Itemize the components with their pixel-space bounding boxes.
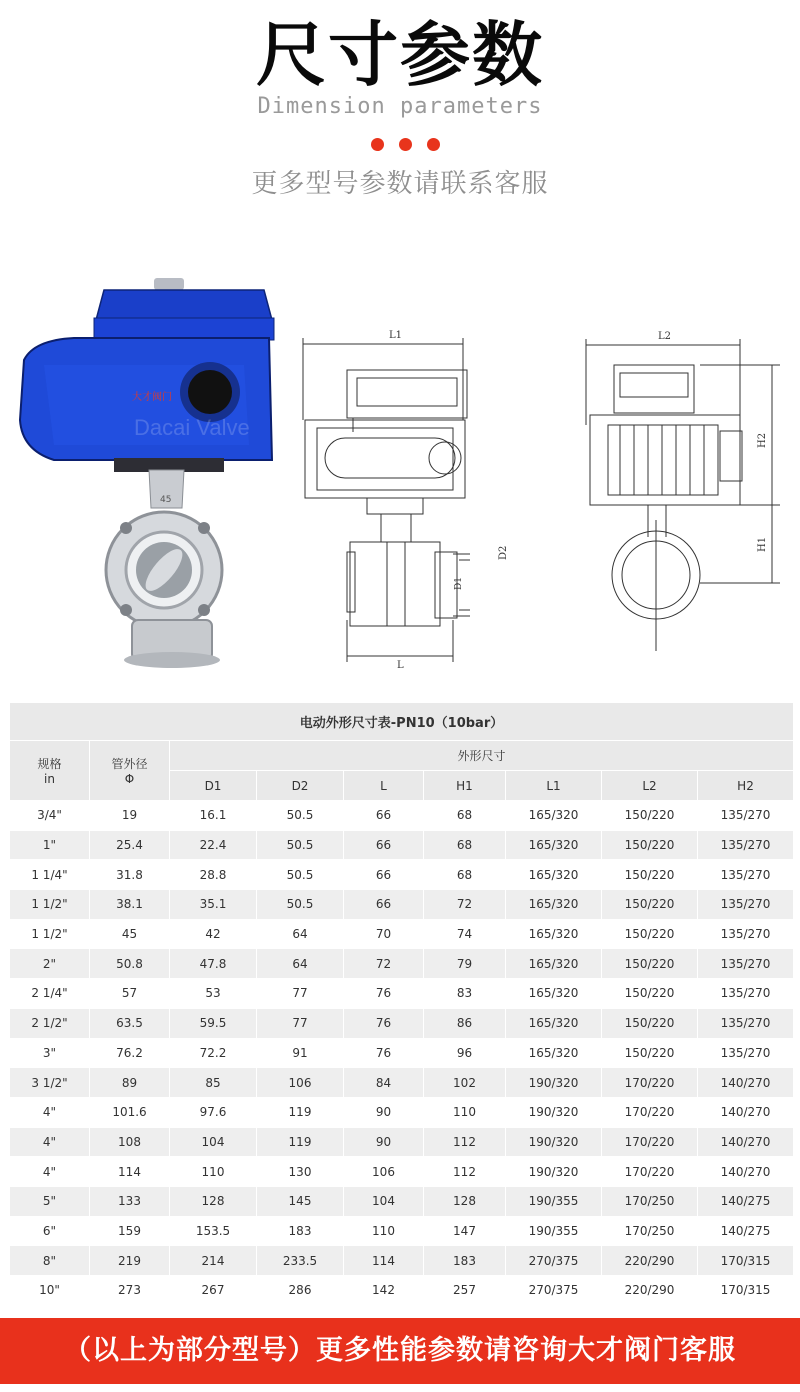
table-cell: 270/375 xyxy=(506,1276,602,1306)
table-row xyxy=(10,979,794,1009)
table-cell: 150/220 xyxy=(602,919,698,949)
header-od-label: 管外径 xyxy=(111,757,148,771)
dim-label-l1: L1 xyxy=(389,330,403,341)
table-cell: 66 xyxy=(344,801,424,831)
table-cell: 2 1/4" xyxy=(10,979,90,1009)
table-row xyxy=(10,830,794,860)
table-cell: 170/250 xyxy=(602,1186,698,1216)
table-row xyxy=(10,1246,794,1276)
table-cell: 96 xyxy=(424,1038,506,1068)
table-cell: 102 xyxy=(424,1068,506,1098)
watermark-text: Dacai Valve xyxy=(134,415,250,440)
valve-product-image xyxy=(14,270,284,670)
header-dim-cell: D1 xyxy=(170,771,257,801)
table-cell: 83 xyxy=(424,979,506,1009)
header-dim-cell: L1 xyxy=(506,771,602,801)
table-cell: 190/320 xyxy=(506,1068,602,1098)
table-row xyxy=(10,919,794,949)
table-cell: 104 xyxy=(170,1127,257,1157)
table-cell: 90 xyxy=(344,1097,424,1127)
table-cell: 4" xyxy=(10,1157,90,1187)
body-marking: 45 xyxy=(160,495,172,505)
table-caption: 电动外形尺寸表-PN10（10bar） xyxy=(10,703,794,741)
table-cell: 50.8 xyxy=(90,949,170,979)
dim-label-h1: H1 xyxy=(757,536,768,552)
dim-label-l: L xyxy=(397,660,404,671)
table-cell: 140/275 xyxy=(698,1186,794,1216)
table-cell: 85 xyxy=(170,1068,257,1098)
table-cell: 165/320 xyxy=(506,1008,602,1038)
table-cell: 72.2 xyxy=(170,1038,257,1068)
table-cell: 104 xyxy=(344,1186,424,1216)
table-cell: 4" xyxy=(10,1127,90,1157)
table-row xyxy=(10,1276,794,1306)
table-cell: 135/270 xyxy=(698,890,794,920)
table-cell: 3" xyxy=(10,1038,90,1068)
table-cell: 16.1 xyxy=(170,801,257,831)
table-row xyxy=(10,1157,794,1187)
table-cell: 133 xyxy=(90,1186,170,1216)
table-cell: 140/270 xyxy=(698,1157,794,1187)
table-cell: 97.6 xyxy=(170,1097,257,1127)
table-cell: 128 xyxy=(170,1186,257,1216)
table-cell: 25.4 xyxy=(90,830,170,860)
table-cell: 190/355 xyxy=(506,1216,602,1246)
table-cell: 183 xyxy=(424,1246,506,1276)
table-cell: 68 xyxy=(424,830,506,860)
table-cell: 6" xyxy=(10,1216,90,1246)
table-cell: 76 xyxy=(344,979,424,1009)
table-cell: 270/375 xyxy=(506,1246,602,1276)
table-cell: 190/320 xyxy=(506,1127,602,1157)
decorative-dots xyxy=(371,138,441,152)
table-cell: 76 xyxy=(344,1038,424,1068)
table-cell: 66 xyxy=(344,860,424,890)
front-view-drawing xyxy=(295,320,470,675)
red-dot-icon xyxy=(371,138,384,151)
table-cell: 170/315 xyxy=(698,1276,794,1306)
header-outer-diameter xyxy=(90,741,170,801)
table-cell: 190/320 xyxy=(506,1157,602,1187)
table-cell: 50.5 xyxy=(257,890,344,920)
table-row xyxy=(10,1068,794,1098)
table-cell: 135/270 xyxy=(698,860,794,890)
header-group-dimensions: 外形尺寸 xyxy=(170,741,794,771)
table-cell: 165/320 xyxy=(506,860,602,890)
dim-label-l2: L2 xyxy=(658,331,672,342)
table-cell: 150/220 xyxy=(602,860,698,890)
table-cell: 70 xyxy=(344,919,424,949)
page-title-english: Dimension parameters xyxy=(257,94,543,119)
table-cell: 142 xyxy=(344,1276,424,1306)
header-spec xyxy=(10,741,90,801)
table-cell: 3/4" xyxy=(10,801,90,831)
table-cell: 135/270 xyxy=(698,1038,794,1068)
table-row xyxy=(10,1216,794,1246)
table-cell: 38.1 xyxy=(90,890,170,920)
table-row xyxy=(10,1038,794,1068)
header-dim-cell: H2 xyxy=(698,771,794,801)
table-cell: 5" xyxy=(10,1186,90,1216)
brand-logo: 大才阀门 xyxy=(132,392,172,403)
table-cell: 4" xyxy=(10,1097,90,1127)
table-cell: 214 xyxy=(170,1246,257,1276)
table-cell: 119 xyxy=(257,1127,344,1157)
table-cell: 257 xyxy=(424,1276,506,1306)
table-cell: 91 xyxy=(257,1038,344,1068)
table-cell: 135/270 xyxy=(698,919,794,949)
table-cell: 28.8 xyxy=(170,860,257,890)
table-cell: 150/220 xyxy=(602,801,698,831)
table-cell: 1 1/2" xyxy=(10,919,90,949)
red-dot-icon xyxy=(427,138,440,151)
table-cell: 135/270 xyxy=(698,830,794,860)
table-cell: 150/220 xyxy=(602,979,698,1009)
table-cell: 165/320 xyxy=(506,830,602,860)
table-cell: 19 xyxy=(90,801,170,831)
table-cell: 74 xyxy=(424,919,506,949)
table-cell: 89 xyxy=(90,1068,170,1098)
table-cell: 150/220 xyxy=(602,830,698,860)
table-cell: 114 xyxy=(344,1246,424,1276)
table-cell: 183 xyxy=(257,1216,344,1246)
table-cell: 267 xyxy=(170,1276,257,1306)
table-cell: 170/220 xyxy=(602,1127,698,1157)
table-cell: 35.1 xyxy=(170,890,257,920)
table-cell: 159 xyxy=(90,1216,170,1246)
table-cell: 64 xyxy=(257,919,344,949)
table-cell: 90 xyxy=(344,1127,424,1157)
table-cell: 165/320 xyxy=(506,919,602,949)
table-cell: 45 xyxy=(90,919,170,949)
table-cell: 50.5 xyxy=(257,830,344,860)
table-cell: 165/320 xyxy=(506,890,602,920)
table-cell: 140/275 xyxy=(698,1216,794,1246)
table-cell: 220/290 xyxy=(602,1246,698,1276)
table-cell: 145 xyxy=(257,1186,344,1216)
dimension-table xyxy=(9,702,793,1306)
table-cell: 1 1/2" xyxy=(10,890,90,920)
table-cell: 170/220 xyxy=(602,1068,698,1098)
table-cell: 63.5 xyxy=(90,1008,170,1038)
table-cell: 150/220 xyxy=(602,949,698,979)
table-cell: 106 xyxy=(344,1157,424,1187)
table-row xyxy=(10,890,794,920)
table-cell: 170/315 xyxy=(698,1246,794,1276)
table-cell: 112 xyxy=(424,1127,506,1157)
table-cell: 110 xyxy=(424,1097,506,1127)
table-cell: 47.8 xyxy=(170,949,257,979)
table-cell: 135/270 xyxy=(698,801,794,831)
table-cell: 2 1/2" xyxy=(10,1008,90,1038)
table-cell: 108 xyxy=(90,1127,170,1157)
table-cell: 165/320 xyxy=(506,979,602,1009)
table-cell: 66 xyxy=(344,890,424,920)
table-cell: 86 xyxy=(424,1008,506,1038)
table-cell: 72 xyxy=(424,890,506,920)
table-cell: 140/270 xyxy=(698,1097,794,1127)
table-cell: 76 xyxy=(344,1008,424,1038)
table-cell: 190/320 xyxy=(506,1097,602,1127)
table-cell: 106 xyxy=(257,1068,344,1098)
table-row xyxy=(10,860,794,890)
table-cell: 165/320 xyxy=(506,949,602,979)
table-cell: 286 xyxy=(257,1276,344,1306)
page-title: 尺寸参数 xyxy=(256,14,544,96)
table-cell: 273 xyxy=(90,1276,170,1306)
dim-label-d1: D1 xyxy=(454,577,464,590)
table-row xyxy=(10,1097,794,1127)
table-cell: 59.5 xyxy=(170,1008,257,1038)
table-cell: 219 xyxy=(90,1246,170,1276)
header-dim-cell: H1 xyxy=(424,771,506,801)
header-dim-cell: D2 xyxy=(257,771,344,801)
table-cell: 150/220 xyxy=(602,1038,698,1068)
table-body xyxy=(10,801,794,1306)
table-cell: 110 xyxy=(170,1157,257,1187)
table-cell: 233.5 xyxy=(257,1246,344,1276)
table-cell: 50.5 xyxy=(257,860,344,890)
table-cell: 57 xyxy=(90,979,170,1009)
table-cell: 135/270 xyxy=(698,949,794,979)
table-cell: 68 xyxy=(424,801,506,831)
table-cell: 170/220 xyxy=(602,1157,698,1187)
header-spec-label: 规格 xyxy=(37,757,62,771)
table-row xyxy=(10,1186,794,1216)
table-cell: 101.6 xyxy=(90,1097,170,1127)
side-view-drawing xyxy=(580,325,790,660)
table-cell: 140/270 xyxy=(698,1068,794,1098)
table-cell: 72 xyxy=(344,949,424,979)
dim-label-h2: H2 xyxy=(757,432,768,448)
table-cell: 220/290 xyxy=(602,1276,698,1306)
table-cell: 77 xyxy=(257,979,344,1009)
table-cell: 130 xyxy=(257,1157,344,1187)
table-cell: 76.2 xyxy=(90,1038,170,1068)
table-row xyxy=(10,949,794,979)
actuator-cap xyxy=(154,278,184,290)
table-cell: 147 xyxy=(424,1216,506,1246)
table-row xyxy=(10,801,794,831)
table-cell: 66 xyxy=(344,830,424,860)
table-cell: 119 xyxy=(257,1097,344,1127)
table-cell: 68 xyxy=(424,860,506,890)
table-cell: 84 xyxy=(344,1068,424,1098)
table-cell: 114 xyxy=(90,1157,170,1187)
table-cell: 64 xyxy=(257,949,344,979)
table-cell: 140/270 xyxy=(698,1127,794,1157)
header-spec-unit: in xyxy=(44,772,55,786)
table-cell: 42 xyxy=(170,919,257,949)
table-cell: 1" xyxy=(10,830,90,860)
table-row xyxy=(10,1127,794,1157)
table-cell: 112 xyxy=(424,1157,506,1187)
table-cell: 170/250 xyxy=(602,1216,698,1246)
table-cell: 8" xyxy=(10,1246,90,1276)
table-cell: 2" xyxy=(10,949,90,979)
header-od-unit: Φ xyxy=(124,772,135,786)
table-cell: 128 xyxy=(424,1186,506,1216)
red-dot-icon xyxy=(399,138,412,151)
table-row xyxy=(10,1008,794,1038)
table-cell: 110 xyxy=(344,1216,424,1246)
table-cell: 135/270 xyxy=(698,1008,794,1038)
table-cell: 50.5 xyxy=(257,801,344,831)
table-cell: 135/270 xyxy=(698,979,794,1009)
table-cell: 150/220 xyxy=(602,890,698,920)
header-dim-cell: L xyxy=(344,771,424,801)
table-cell: 53 xyxy=(170,979,257,1009)
table-cell: 170/220 xyxy=(602,1097,698,1127)
table-cell: 1 1/4" xyxy=(10,860,90,890)
header-dim-cell: L2 xyxy=(602,771,698,801)
footer-banner: （以上为部分型号）更多性能参数请咨询大才阀门客服 xyxy=(0,1318,800,1384)
table-cell: 10" xyxy=(10,1276,90,1306)
table-cell: 79 xyxy=(424,949,506,979)
table-cell: 165/320 xyxy=(506,1038,602,1068)
table-cell: 190/355 xyxy=(506,1186,602,1216)
contact-subtitle: 更多型号参数请联系客服 xyxy=(251,169,549,199)
table-cell: 3 1/2" xyxy=(10,1068,90,1098)
table-cell: 165/320 xyxy=(506,801,602,831)
table-cell: 31.8 xyxy=(90,860,170,890)
dim-label-d2: D2 xyxy=(498,545,509,560)
table-cell: 77 xyxy=(257,1008,344,1038)
table-cell: 150/220 xyxy=(602,1008,698,1038)
table-cell: 22.4 xyxy=(170,830,257,860)
table-cell: 153.5 xyxy=(170,1216,257,1246)
